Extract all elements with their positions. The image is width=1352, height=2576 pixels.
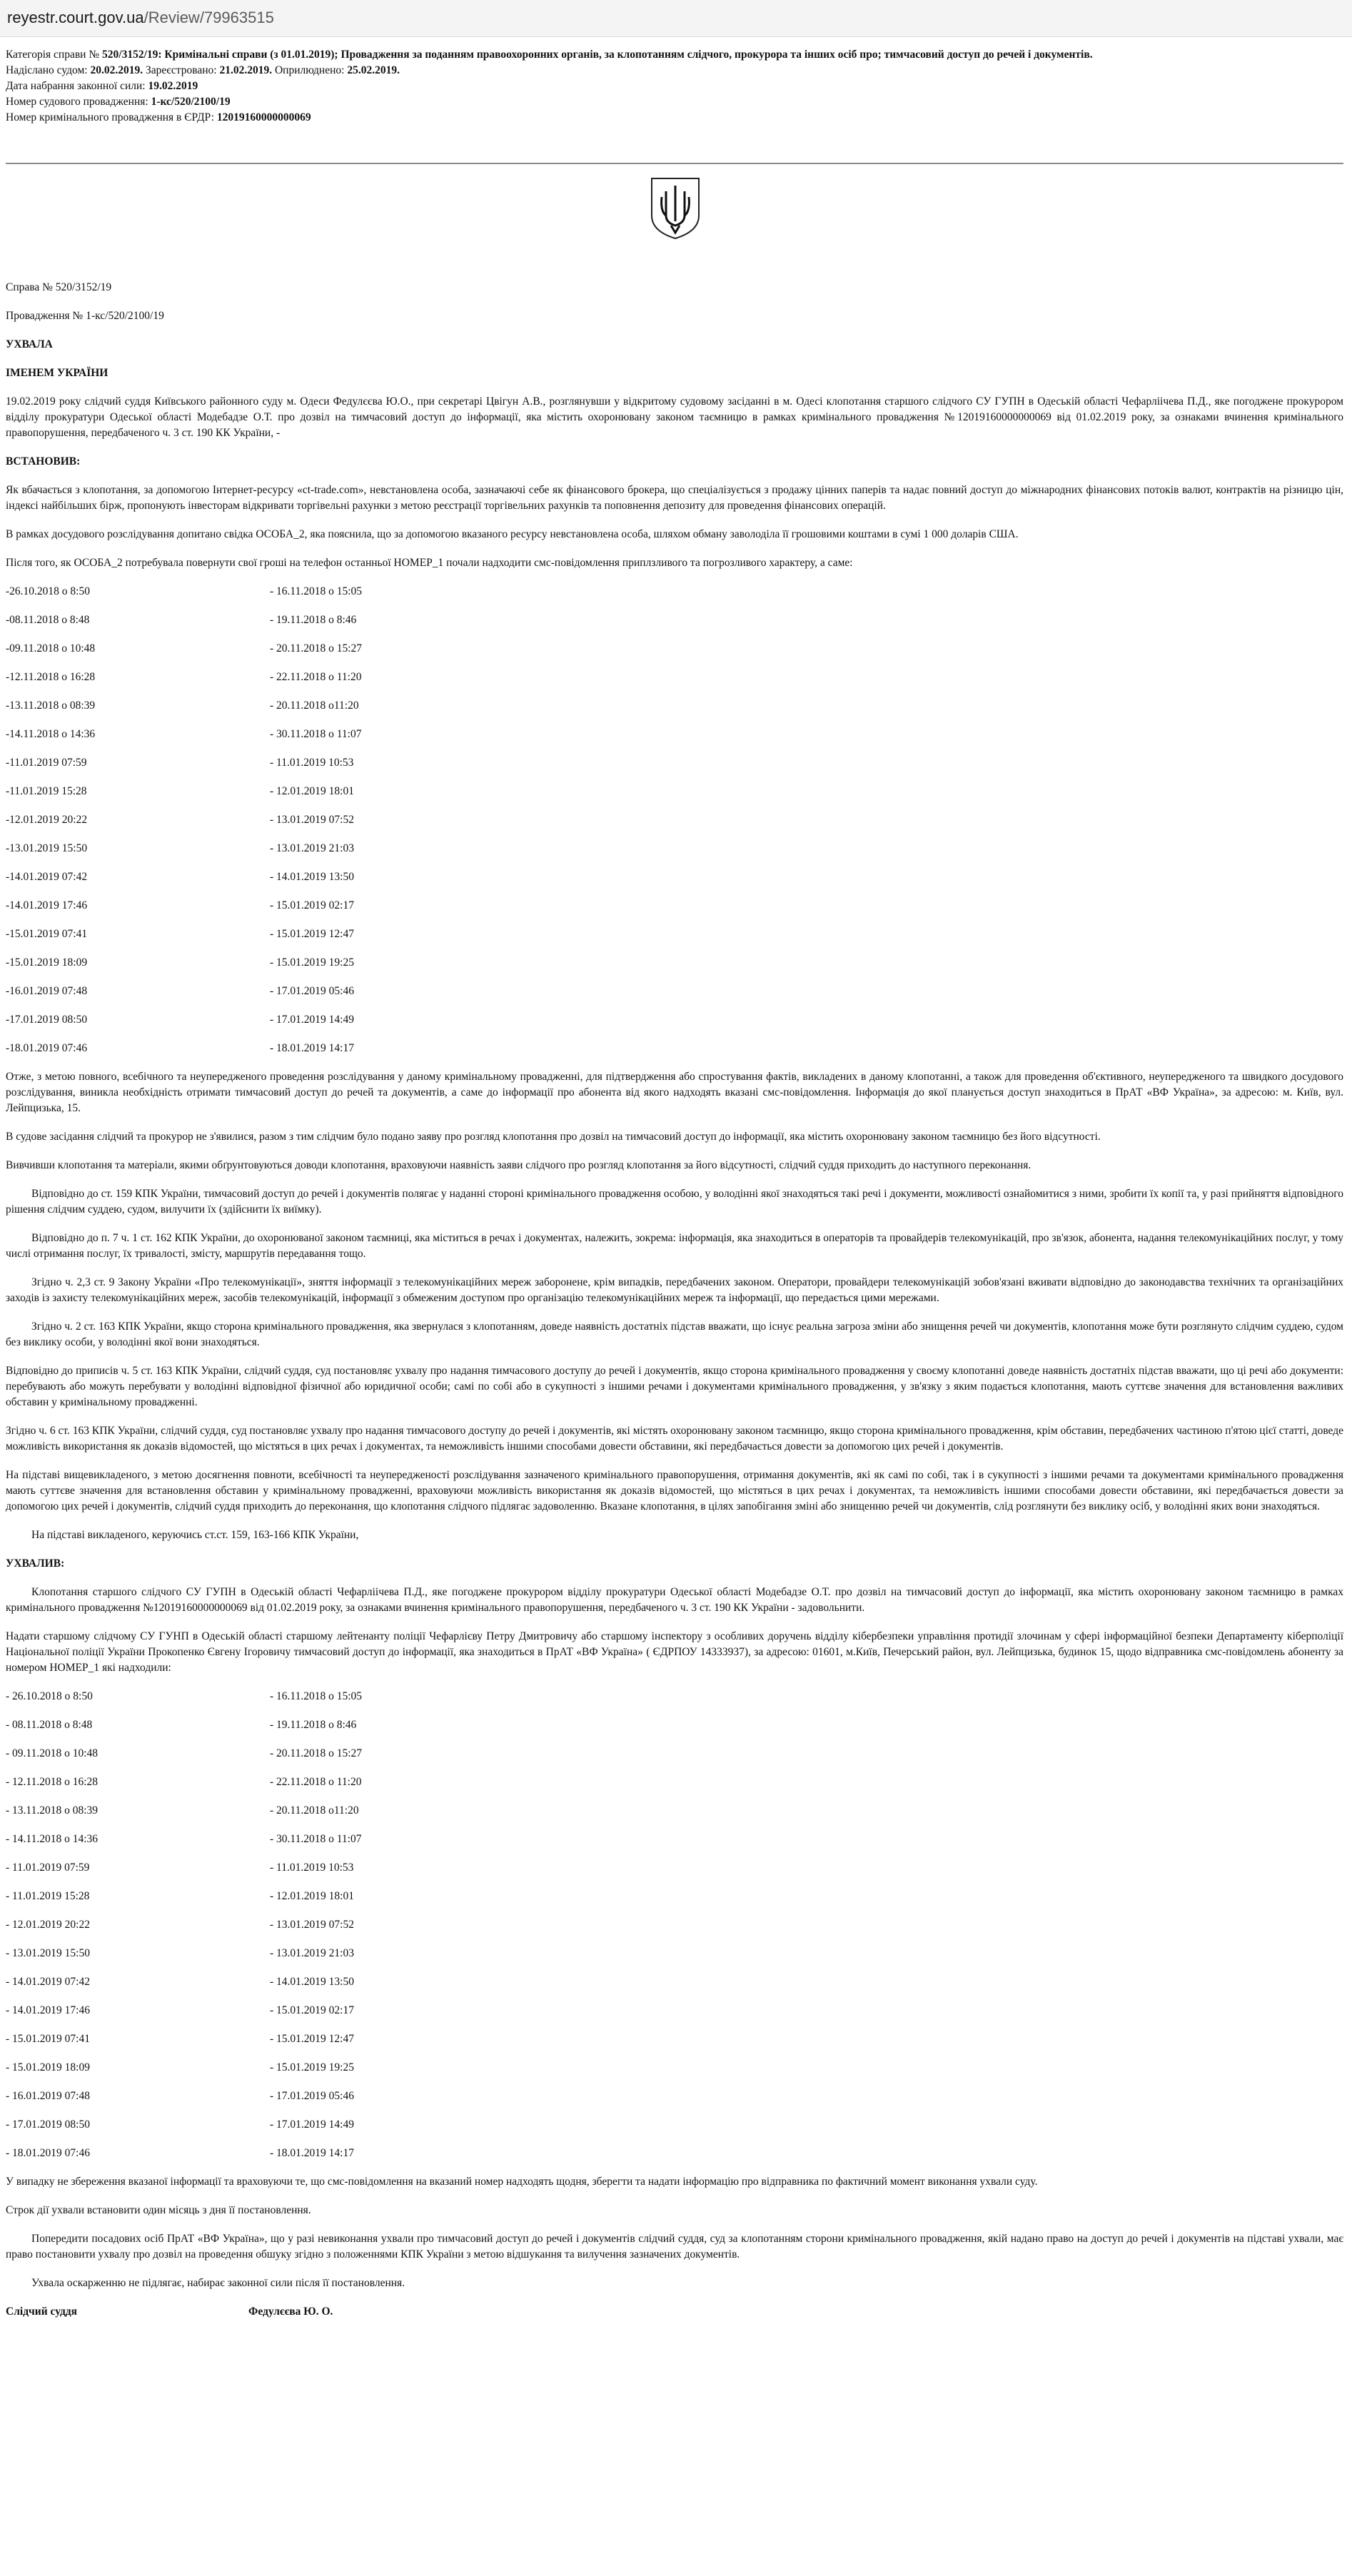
date-from: -14.01.2019 17:46 (6, 899, 88, 911)
date-to: - 19.11.2018 о 8:46 (270, 614, 357, 626)
date-row (6, 1889, 1343, 1904)
meta-category: Категорія справи № 520/3152/19: Кримінальні справи (з 01.01.2019); Провадження за поданням правоохоронних органів, за клопотанням слідчого, прокурора та інших осіб про; тимчасовий доступ до речей і документів. (6, 49, 1093, 61)
date-row (6, 1974, 1343, 1990)
date-from: - 16.01.2019 07:48 (6, 2090, 90, 2102)
date-to: - 14.01.2019 13:50 (270, 1976, 354, 1988)
date-from: -09.11.2018 о 10:48 (6, 642, 96, 655)
date-from: -08.11.2018 о 8:48 (6, 614, 90, 626)
date-row (6, 755, 1343, 771)
date-from: - 17.01.2019 08:50 (6, 2118, 90, 2131)
document-title: УХВАЛА (6, 338, 53, 350)
date-to: - 16.11.2018 о 15:05 (270, 1690, 363, 1702)
date-to: - 15.01.2019 02:17 (270, 899, 354, 911)
url-host: reyestr.court.gov.ua (7, 9, 144, 26)
paragraph: Згідно ч. 2 ст. 163 КПК України, якщо сторона кримінального провадження, яка звернулася з клопотанням, доведе наявність достатніх підстав вважати, що існує реальна загроза зміни або знищення речей чи документів, клопотання може бути розглянуто слідчим суддею, судом без виклику особи, у володінні якої вони знаходяться. (6, 1320, 1343, 1348)
paragraph: Відповідно до ст. 159 КПК України, тимчасовий доступ до речей і документів полягає у наданні стороні кримінального провадження особою, у володінні якої знаходяться такі речі і документи, можливості ознайомитися з ними, зробити їх копії та, у разі прийняття відповідного рішення слідчим суддею, судом, вилучити їх (здійснити їх виїмку). (6, 1188, 1343, 1216)
ruling-paragraph: Попередити посадових осіб ПрАТ «ВФ Україна», що у разі невиконання ухвали про тимчасовий доступ до речей і документів слідчий суддя, суд за клопотанням сторони кримінального провадження, якій надано право на доступ до речей і документів на підставі ухвали, має право постановити ухвалу про дозвіл на проведення обшуку згідно з положеннями КПК України з метою відшукання та вилучення зазначених документів. (6, 2233, 1343, 2261)
date-row (6, 584, 1343, 600)
date-row (6, 984, 1343, 999)
coat-of-arms-icon (647, 176, 703, 241)
date-to: - 30.11.2018 о 11:07 (270, 728, 362, 740)
date-to: - 11.01.2019 10:53 (270, 757, 354, 769)
date-from: - 11.01.2019 07:59 (6, 1862, 90, 1874)
date-from: -11.01.2019 07:59 (6, 757, 87, 769)
paragraph: Відповідно до п. 7 ч. 1 ст. 162 КПК України, до охоронюваної законом таємниці, яка міститься в речах і документах, належить, зокрема: інформація, яка знаходиться в операторів та провайдерів телекомунікацій, про зв'язок, абонента, надання телекомунікаційних послуг, у тому числі отримання послуг, їх тривалості, змісту, маршрутів передавання тощо. (6, 1232, 1343, 1260)
meta-erdr-number: Номер кримінального провадження в ЄРДР: 12019160000000069 (6, 111, 311, 123)
date-to: - 17.01.2019 05:46 (270, 985, 354, 997)
date-to: - 15.01.2019 19:25 (270, 2061, 354, 2074)
date-from: -12.01.2019 20:22 (6, 814, 88, 826)
date-row (6, 2117, 1343, 2133)
paragraph: Отже, з метою повного, всебічного та неупередженого проведення розслідування у даному кримінальному провадженні, для підтвердження або спростування фактів, викладених в даному клопотанні, а також для проведення об'єктивного, неупередженого та швидкого досудового розслідування, виникла необхідність отримати тимчасовий доступ до речей та документів, а саме до інформації про абонента від якого надходять вказані смс-повідомлення. Інформація до якої планується доступ знаходиться в ПрАТ «ВФ Україна», за адресою: м. Київ, вул. Лейпцизька, 15. (6, 1071, 1343, 1114)
date-from: - 12.01.2019 20:22 (6, 1919, 90, 1931)
date-from: -15.01.2019 18:09 (6, 956, 88, 969)
date-row (6, 727, 1343, 742)
date-row (6, 1012, 1343, 1028)
date-from: -13.01.2019 15:50 (6, 842, 88, 854)
date-from: - 08.11.2018 о 8:48 (6, 1719, 93, 1731)
paragraph: В рамках досудового розслідування допитано свідка ОСОБА_2, яка пояснила, що за допомогою вказаного ресурсу невстановлена особа, шляхом обману заволоділа її грошовими коштами в сумі 1 000 доларів США. (6, 528, 1019, 540)
ruled-heading: УХВАЛИВ: (6, 1557, 65, 1570)
date-to: - 20.11.2018 о 15:27 (270, 1747, 363, 1759)
date-to: - 30.11.2018 о 11:07 (270, 1833, 362, 1845)
date-to: - 15.01.2019 19:25 (270, 956, 354, 969)
date-from: -11.01.2019 15:28 (6, 785, 87, 797)
meta-proceeding-number: Номер судового провадження: 1-кс/520/2100/19 (6, 96, 231, 108)
date-row (6, 841, 1343, 857)
date-from: - 15.01.2019 18:09 (6, 2061, 90, 2074)
paragraph: На підставі вищевикладеного, з метою досягнення повноти, всебічності та неупередженості розслідування зазначеного кримінального правопорушення, отримання документів, які як самі по собі, так і в сукупності з іншими речами та документами кримінального провадження мають суттєве значення для встановлення обставин у кримінальному провадженні, враховуючи можливість використання як доказів відомостей, що містяться в цих речах і документах, та неможливість іншими способами довести обставини, які передбачається довести за допомогою цих речей і документів, слідчий суддя приходить до переконання, що клопотання слідчого підлягає задоволенню. Вказане клопотання, в цілях запобігання зміні або знищенню речей чи документів, слід розглянути без виклику осіб, у володінні яких вони знаходяться. (6, 1469, 1343, 1512)
date-to: - 15.01.2019 12:47 (270, 2033, 354, 2045)
signature-name: Федулєєва Ю. О. (248, 2305, 333, 2318)
date-row (6, 1832, 1343, 1847)
date-to: - 17.01.2019 14:49 (270, 2118, 354, 2131)
sms-date-list (6, 584, 1343, 1056)
document-body (6, 280, 1343, 2320)
intro-paragraph: 19.02.2019 року слідчий суддя Київського районного суду м. Одеси Федулєєва Ю.О., при секретарі Цвігун А.В., розглянувши у відкритому судовому засіданні в м. Одесі клопотання старшого слідчого СУ ГУПН в Одеській області Чефарліічева П.Д., яке погоджене прокурором відділу прокуратури Одеської області Модебадзе О.Т. про дозвіл на тимчасовий доступ до інформації, яка містить охоронювану законом таємницю в рамках кримінального провадження №12019160000000069 від 01.02.2019 року, за ознаками вчинення кримінального правопорушення, передбаченого ч. 3 ст. 190 КК України, - (6, 395, 1343, 439)
date-from: -18.01.2019 07:46 (6, 1042, 88, 1054)
date-row (6, 641, 1343, 657)
date-row (6, 612, 1343, 628)
date-row (6, 1917, 1343, 1933)
date-from: -17.01.2019 08:50 (6, 1014, 88, 1026)
date-row (6, 784, 1343, 799)
date-to: - 14.01.2019 13:50 (270, 871, 354, 883)
ruling-paragraph: У випадку не збереження вказаної інформації та враховуючи те, що смс-повідомлення на вказаний номер надходять щодня, зберегти та надати інформацію про відправника по фактичний момент виконання ухвали суду. (6, 2176, 1038, 2188)
date-to: - 18.01.2019 14:17 (270, 2147, 354, 2159)
paragraph: Вивчивши клопотання та матеріали, якими обґрунтовуються доводи клопотання, враховуючи наявність заяви слідчого про розгляд клопотання за його відсутності, слідчий суддя приходить до наступного переконання. (6, 1159, 1031, 1171)
date-from: -14.11.2018 о 14:36 (6, 728, 96, 740)
date-row (6, 898, 1343, 914)
date-row (6, 1041, 1343, 1056)
date-from: -13.11.2018 о 08:39 (6, 699, 96, 712)
url-text[interactable] (7, 9, 274, 27)
established-heading: ВСТАНОВИВ: (6, 455, 81, 468)
date-row (6, 812, 1343, 828)
sms-date-list (6, 1689, 1343, 2161)
divider (6, 163, 1343, 164)
date-row (6, 1717, 1343, 1733)
paragraph: Відповідно до приписів ч. 5 ст. 163 КПК України, слідчий суддя, суд постановляє ухвалу про надання тимчасового доступу до речей і документів, якщо сторона кримінального провадження у своєму клопотанні доведе наявність достатніх підстав вважати, що ці речі або документи: перебувають або можуть перебувати у володінні відповідної фізичної або юридичної особи; самі по собі або в сукупності з іншими речами і документами кримінального провадження, у зв'язку з яким подається клопотання, мають суттєве значення для встановлення важливих обставин у кримінальному провадженні. (6, 1365, 1343, 1408)
document-subtitle: ІМЕНЕМ УКРАЇНИ (6, 367, 109, 379)
date-from: - 18.01.2019 07:46 (6, 2147, 90, 2159)
date-from: - 12.11.2018 о 16:28 (6, 1776, 99, 1788)
url-path: /Review/79963515 (143, 9, 274, 26)
ruling-paragraph: Строк дії ухвали встановити один місяць з дня її постановлення. (6, 2204, 311, 2216)
date-to: - 17.01.2019 05:46 (270, 2090, 354, 2102)
date-row (6, 869, 1343, 885)
date-from: -16.01.2019 07:48 (6, 985, 88, 997)
paragraph: На підставі викладеного, керуючись ст.ст. 159, 163-166 КПК України, (31, 1529, 359, 1541)
date-from: - 14.01.2019 17:46 (6, 2004, 90, 2016)
paragraph: Згідно ч. 2,3 ст. 9 Закону України «Про телекомунікації», зняття інформації з телекомунікаційних мереж заборонене, крім випадків, передбачених законом. Оператори, провайдери телекомунікацій зобов'язані вживати відповідно до законодавства технічних та організаційних заходів із захисту телекомунікаційних мереж, засобів телекомунікацій, інформації з обмеженим доступом про організацію телекомунікаційних мереж та інформації, що передається цими мережами. (6, 1276, 1343, 1304)
meta-effective-date: Дата набрання законної сили: 19.02.2019 (6, 80, 198, 92)
ruling-paragraph: Ухвала оскарженню не підлягає, набирає законної сили після її постановлення. (31, 2277, 405, 2289)
date-row (6, 926, 1343, 942)
date-from: - 13.01.2019 15:50 (6, 1947, 90, 1959)
date-row (6, 2146, 1343, 2161)
paragraph: В судове засідання слідчий та прокурор не з'явилися, разом з тим слідчим було подано заяву про розгляд клопотання про дозвіл на тимчасовий доступ до інформації, яка містить охоронювану законом таємницю без його відсутності. (6, 1131, 1101, 1143)
meta-dates: Надіслано судом: 20.02.2019. Зареєстровано: 21.02.2019. Оприлюднено: 25.02.2019. (6, 64, 400, 76)
date-to: - 22.11.2018 о 11:20 (270, 671, 362, 683)
date-row (6, 698, 1343, 714)
date-from: - 15.01.2019 07:41 (6, 2033, 90, 2045)
date-to: - 12.01.2019 18:01 (270, 1890, 354, 1902)
ruling-paragraph: Клопотання старшого слідчого СУ ГУПН в Одеській області Чефарліічева П.Д., яке погоджене прокурором відділу прокуратури Одеської області Модебадзе О.Т. про дозвіл на тимчасовий доступ до інформації, яка містить охоронювану законом таємницю в рамках кримінального провадження №12019160000000069 від 01.02.2019 року, за ознаками вчинення кримінального правопорушення, передбаченого ч. 3 ст. 190 КК України - задовольнити. (6, 1586, 1343, 1614)
date-to: - 16.11.2018 о 15:05 (270, 585, 363, 597)
signature-role: Слідчий суддя (6, 2305, 78, 2318)
date-to: - 20.11.2018 о11:20 (270, 699, 359, 712)
date-to: - 22.11.2018 о 11:20 (270, 1776, 362, 1788)
date-row (6, 2060, 1343, 2076)
date-from: - 13.11.2018 о 08:39 (6, 1804, 99, 1817)
date-row (6, 2031, 1343, 2047)
date-from: - 14.11.2018 о 14:36 (6, 1833, 99, 1845)
proceeding-number: Провадження № 1-кс/520/2100/19 (6, 310, 164, 322)
date-to: - 12.01.2019 18:01 (270, 785, 354, 797)
paragraph: Після того, як ОСОБА_2 потребувала повернути свої гроші на телефон останньої НОМЕР_1 почали надходити смс-повідомлення приплзливого та погрозливого характеру, а саме: (6, 557, 853, 569)
date-to: - 19.11.2018 о 8:46 (270, 1719, 357, 1731)
date-to: - 13.01.2019 07:52 (270, 1919, 354, 1931)
date-row (6, 2003, 1343, 2019)
date-to: - 17.01.2019 14:49 (270, 1014, 354, 1026)
date-from: -12.11.2018 о 16:28 (6, 671, 96, 683)
date-to: - 20.11.2018 о11:20 (270, 1804, 359, 1817)
paragraph: Згідно ч. 6 ст. 163 КПК України, слідчий суддя, суд постановляє ухвалу про надання тимчасового доступу до речей і документів, які містять охоронювану законом таємницю, якщо сторона кримінального провадження, крім обставин, передбачених частиною п'ятою цієї статті, доведе можливість використання як доказів відомостей, що містяться в цих речах і документах, та неможливість іншими способами довести обставини, які передбачається довести за допомогою цих речей і документів. (6, 1425, 1343, 1453)
date-from: - 11.01.2019 15:28 (6, 1890, 90, 1902)
date-from: - 14.01.2019 07:42 (6, 1976, 90, 1988)
date-from: -15.01.2019 07:41 (6, 928, 88, 940)
date-to: - 18.01.2019 14:17 (270, 1042, 354, 1054)
date-row (6, 1860, 1343, 1876)
date-from: -26.10.2018 о 8:50 (6, 585, 90, 597)
date-to: - 11.01.2019 10:53 (270, 1862, 354, 1874)
address-bar[interactable] (0, 0, 1352, 37)
date-from: - 26.10.2018 о 8:50 (6, 1690, 93, 1702)
date-row (6, 1803, 1343, 1819)
date-to: - 13.01.2019 21:03 (270, 1947, 354, 1959)
date-to: - 13.01.2019 07:52 (270, 814, 354, 826)
date-row (6, 1946, 1343, 1961)
date-from: - 09.11.2018 о 10:48 (6, 1747, 99, 1759)
date-to: - 20.11.2018 о 15:27 (270, 642, 363, 655)
date-row (6, 1774, 1343, 1790)
date-to: - 15.01.2019 02:17 (270, 2004, 354, 2016)
date-row (6, 1746, 1343, 1762)
date-row (6, 1689, 1343, 1704)
signature (6, 2304, 1343, 2320)
date-row (6, 670, 1343, 685)
date-from: -14.01.2019 07:42 (6, 871, 88, 883)
date-to: - 13.01.2019 21:03 (270, 842, 354, 854)
case-metadata (6, 47, 1343, 126)
date-row (6, 955, 1343, 971)
ruling-paragraph: Надати старшому слідчому СУ ГУНП в Одеській області старшому лейтенанту поліції Чефарлієву Петру Дмитровичу або старшому інспектору з особливих доручень відділу кібербезпеки управління протидії злочинам у сфері інформаційної безпеки Департаменту кіберполіції Національної поліції України Прокопенко Євгену Ігоровичу тимчасовий доступ до інформації, яка знаходиться в ПрАТ «ВФ Україна» ( ЄДРПОУ 14333937), за адресою: 01601, м.Київ, Печерський район, вул. Лейпцизька, будинок 15, щодо відправника смс-повідомлень абоненту за номером НОМЕР_1 які надходили: (6, 1630, 1343, 1674)
case-number: Справа № 520/3152/19 (6, 281, 112, 293)
date-to: - 15.01.2019 12:47 (270, 928, 354, 940)
date-row (6, 2088, 1343, 2104)
paragraph: Як вбачається з клопотання, за допомогою Інтернет-ресурсу «ct-trade.com», невстановлена особа, зазначаючі себе як фінансового брокера, що спеціалізується з продажу цінних паперів та надає повний доступ до міжнародних фінансових потоків валют, контрактів на різницю цін, індексі найбільших бірж, пропонують інвесторам відкривати торгівельні рахунки з метою реєстрації торгівельних рахунків та поповнення депозиту для проведення фінансових операцій. (6, 484, 1343, 512)
